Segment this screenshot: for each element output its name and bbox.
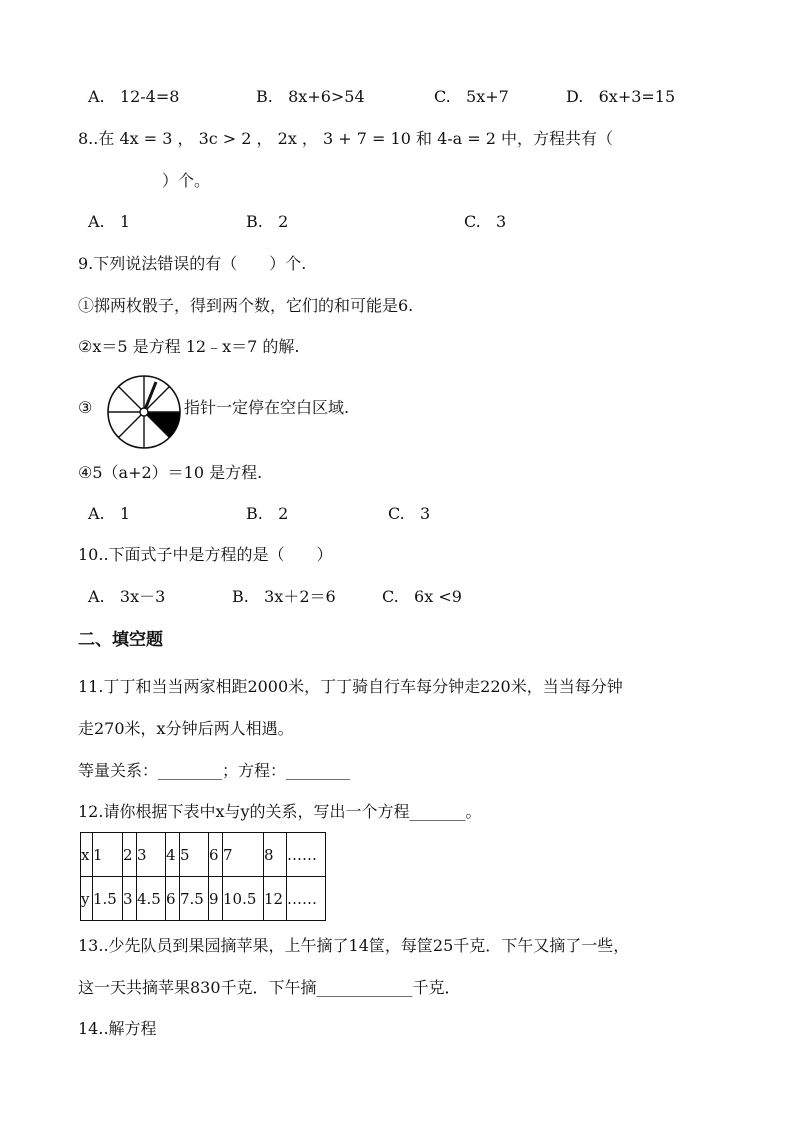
table-cell: 7	[223, 833, 264, 877]
table-cell: 7.5	[180, 877, 209, 921]
table-cell: 10.5	[223, 877, 264, 921]
q13-line1: 13..少先队员到果园摘苹果，上午摘了14筐，每筐25千克．下午又摘了一些，	[78, 936, 630, 955]
q13-line2: 这一天共摘苹果830千克．下午摘____________千克．	[78, 978, 461, 997]
table-row-y	[81, 877, 326, 921]
table-cell: 8	[264, 833, 287, 877]
table-cell: x	[81, 833, 93, 877]
q9-statement-2: ②x＝5 是方程 12﹣x＝7 的解.	[78, 337, 300, 356]
q8-option-a: A. 1	[88, 212, 131, 231]
q11-line1: 11.丁丁和当当两家相距2000米，丁丁骑自行车每分钟走220米，当当每分钟	[78, 677, 623, 696]
table-cell: 1	[93, 833, 123, 877]
table-cell: ……	[287, 833, 326, 877]
q9-option-c: C. 3	[388, 504, 431, 523]
table-cell: 3	[137, 833, 166, 877]
table-cell: 5	[180, 833, 209, 877]
q9-option-a: A. 1	[88, 504, 131, 523]
q10-option-b: B. 3x＋2＝6	[232, 587, 336, 606]
q10-option-c: C. 6x <9	[382, 587, 462, 606]
q10-option-a: A. 3x－3	[88, 587, 166, 606]
table-cell: 4	[166, 833, 180, 877]
spinner-image	[104, 374, 184, 450]
q10-stem: 10..下面式子中是方程的是（ ）	[78, 545, 333, 564]
q7-option-c: C. 5x+7	[434, 87, 509, 106]
q7-option-d: D. 6x+3=15	[566, 87, 676, 106]
q7-option-a: A. 12-4=8	[88, 87, 180, 106]
table-cell: ……	[287, 877, 326, 921]
xy-table	[80, 832, 326, 921]
table-cell: 1.5	[93, 877, 123, 921]
table-cell: 6	[209, 833, 223, 877]
table-cell: 4.5	[137, 877, 166, 921]
table-cell: y	[81, 877, 93, 921]
q9-option-b: B. 2	[246, 504, 289, 523]
table-cell: 6	[166, 877, 180, 921]
q8-stem-line1: 8..在 4x = 3 ， 3c > 2 ， 2x ， 3 + 7 = 10 和 4-a = 2 中，方程共有（	[78, 129, 614, 148]
q12-stem: 12.请你根据下表中x与y的关系，写出一个方程_______。	[78, 802, 482, 821]
table-row-x	[81, 833, 326, 877]
section-title-fill-in: 二、填空题	[78, 630, 163, 650]
table-cell: 3	[123, 877, 137, 921]
q9-stem: 9.下列说法错误的有（ ）个.	[78, 254, 307, 273]
q7-option-b: B. 8x+6>54	[256, 87, 365, 106]
table-cell: 12	[264, 877, 287, 921]
q8-stem-line2: ）个。	[162, 171, 211, 190]
q14-stem: 14..解方程	[78, 1019, 157, 1038]
q8-option-b: B. 2	[246, 212, 289, 231]
q9-statement-1: ①掷两枚骰子，得到两个数，它们的和可能是6.	[78, 296, 414, 315]
q9-statement-3-marker: ③	[78, 398, 93, 417]
q8-option-c: C. 3	[464, 212, 507, 231]
q11-answer-line: 等量关系：________；方程：________	[78, 761, 351, 780]
table-cell: 9	[209, 877, 223, 921]
q11-line2: 走270米，x分钟后两人相遇。	[78, 719, 294, 738]
q9-statement-3-text: 指针一定停在空白区域.	[184, 398, 350, 417]
q9-statement-4: ④5（a+2）＝10 是方程.	[78, 463, 263, 482]
table-cell: 2	[123, 833, 137, 877]
